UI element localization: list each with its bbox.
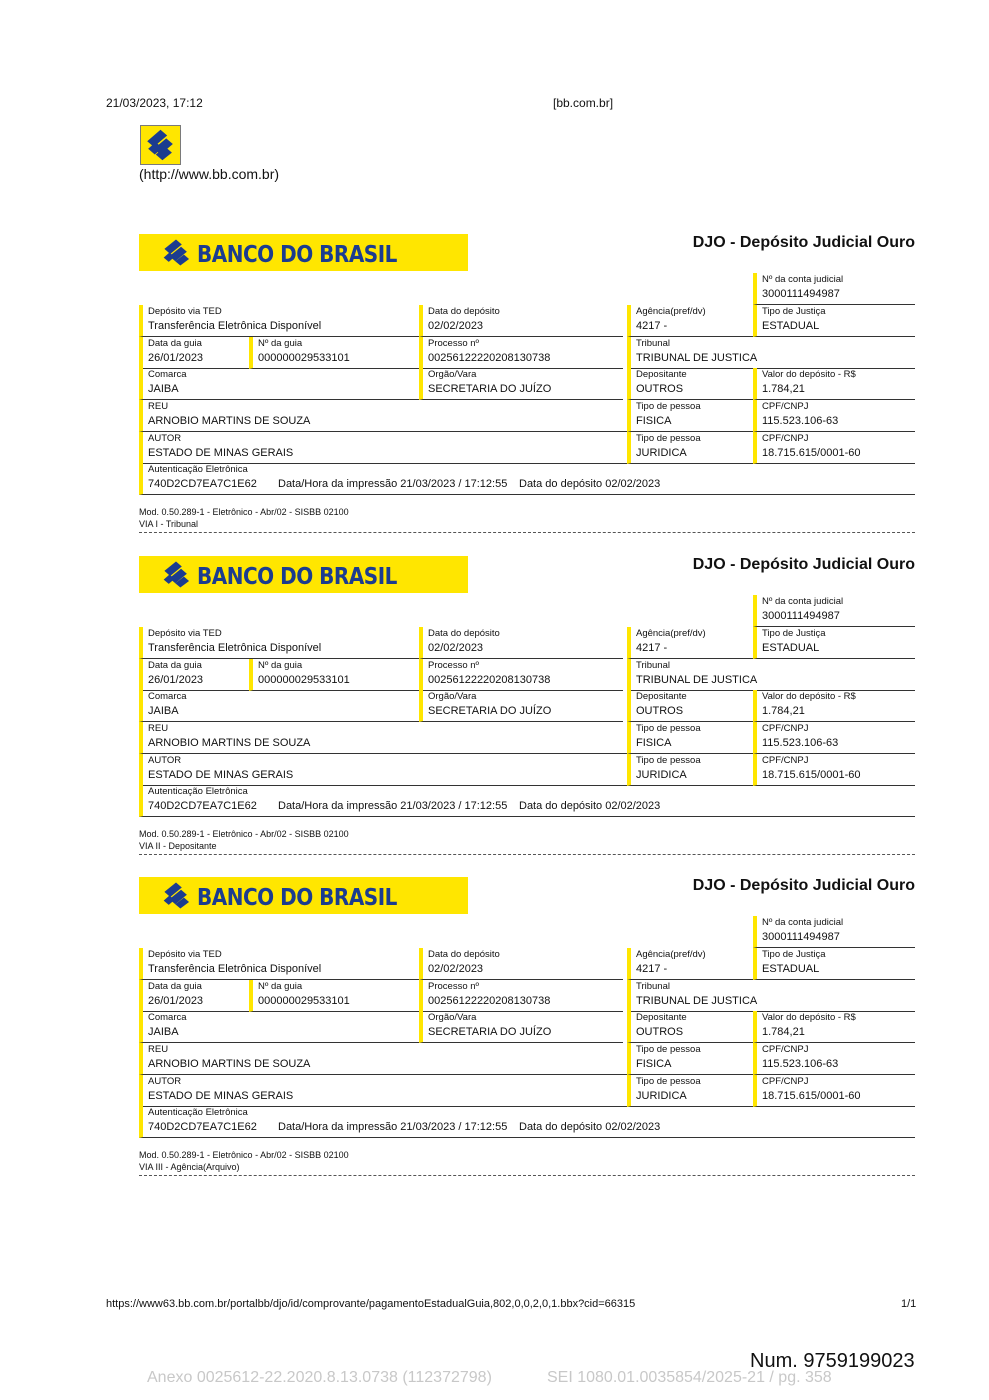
field-value: ESTADUAL: [762, 963, 820, 975]
auth-print-datetime: Data/Hora da impressão 21/03/2023 / 17:12:55: [278, 800, 508, 812]
field-label: Tipo de pessoa: [636, 1044, 701, 1055]
field-processo: [419, 337, 623, 369]
auth-code: 740D2CD7EA7C1E62: [148, 478, 257, 490]
bb-symbol-icon: [161, 881, 191, 910]
field-data-deposito: [419, 948, 623, 980]
mod-line: Mod. 0.50.289-1 - Eletrônico - Abr/02 - SISBB 02100: [139, 829, 349, 839]
field-label: Valor do depósito - R$: [762, 369, 856, 380]
field-agencia: [627, 627, 753, 659]
sei-watermark: SEI 1080.01.0035854/2025-21 / pg. 358: [547, 1369, 832, 1386]
anexo-watermark: Anexo 0025612-22.2020.8.13.0738 (112372798): [147, 1369, 492, 1386]
field-data-guia: [139, 337, 249, 369]
field-label: Data do depósito: [428, 628, 500, 639]
field-label: Tipo de Justiça: [762, 949, 826, 960]
field-autor: [139, 1075, 627, 1107]
brand-name: BANCO DO BRASIL: [197, 562, 397, 590]
mod-info: [139, 1149, 349, 1173]
field-label: REU: [148, 723, 169, 734]
field-value: 3000111494987: [762, 931, 840, 943]
cut-line: [139, 1175, 915, 1176]
auth-deposit-date: Data do depósito 02/02/2023: [519, 800, 661, 812]
document-title: DJO - Depósito Judicial Ouro: [692, 556, 915, 573]
field-label: Nº da guia: [258, 981, 303, 992]
field-valor-deposito: [753, 1011, 915, 1043]
field-reu-tipo-pessoa: [627, 400, 753, 432]
field-value: FISICA: [636, 1058, 672, 1070]
field-value: OUTROS: [636, 1026, 684, 1038]
field-label: Autenticação Eletrônica: [148, 1107, 248, 1118]
field-value: SECRETARIA DO JUÍZO: [428, 1026, 552, 1038]
field-value: JAIBA: [148, 383, 179, 395]
field-label: Tipo de Justiça: [762, 628, 826, 639]
auth-print-datetime: Data/Hora da impressão 21/03/2023 / 17:12:55: [278, 1121, 508, 1133]
field-autor-tipo-pessoa: [627, 754, 753, 786]
field-label: AUTOR: [148, 433, 182, 444]
field-label: Data da guia: [148, 981, 202, 992]
field-label: Autenticação Eletrônica: [148, 464, 248, 475]
field-value: TRIBUNAL DE JUSTICA: [636, 674, 758, 686]
field-label: CPF/CNPJ: [762, 723, 809, 734]
field-value: 02/02/2023: [428, 963, 484, 975]
field-label: Orgão/Vara: [428, 369, 477, 380]
field-label: CPF/CNPJ: [762, 1076, 809, 1087]
field-label: CPF/CNPJ: [762, 433, 809, 444]
auth-code: 740D2CD7EA7C1E62: [148, 800, 257, 812]
field-value: JURIDICA: [636, 447, 687, 459]
field-value: JAIBA: [148, 705, 179, 717]
field-value: 26/01/2023: [148, 995, 204, 1007]
field-reu-cpf: [753, 722, 915, 754]
field-orgao-vara: [419, 690, 623, 722]
print-site: [bb.com.br]: [553, 96, 614, 110]
field-comarca: [139, 1011, 419, 1043]
field-label: Orgão/Vara: [428, 1012, 477, 1023]
field-value: OUTROS: [636, 705, 684, 717]
field-value: TRIBUNAL DE JUSTICA: [636, 352, 758, 364]
field-value: 1.784,21: [762, 383, 805, 395]
field-autor: [139, 432, 627, 464]
field-data-guia: [139, 659, 249, 691]
field-value: ARNOBIO MARTINS DE SOUZA: [148, 415, 311, 427]
field-label: Agência(pref/dv): [636, 306, 706, 317]
field-label: Comarca: [148, 369, 187, 380]
field-label: Orgão/Vara: [428, 691, 477, 702]
field-num-guia: [249, 659, 419, 691]
field-value: 26/01/2023: [148, 674, 204, 686]
field-label: Nº da guia: [258, 660, 303, 671]
field-agencia: [627, 948, 753, 980]
field-depositante: [627, 1011, 753, 1043]
bb-symbol-icon: [161, 560, 191, 589]
field-label: Tribunal: [636, 660, 670, 671]
field-value: FISICA: [636, 415, 672, 427]
field-value: 000000029533101: [258, 352, 350, 364]
field-reu-cpf: [753, 1043, 915, 1075]
field-label: Autenticação Eletrônica: [148, 786, 248, 797]
field-reu: [139, 722, 627, 754]
field-data-deposito: [419, 305, 623, 337]
bb-banner: [139, 234, 468, 271]
field-value: 4217 -: [636, 320, 668, 332]
field-deposito-via: [139, 948, 419, 980]
via-block-depositante: [139, 556, 915, 856]
field-tipo-justica: [753, 305, 915, 337]
field-label: Agência(pref/dv): [636, 628, 706, 639]
field-autor-cnpj: [753, 432, 915, 464]
document-title: DJO - Depósito Judicial Ouro: [692, 234, 915, 251]
field-value: 18.715.615/0001-60: [762, 769, 861, 781]
field-reu: [139, 400, 627, 432]
auth-code: 740D2CD7EA7C1E62: [148, 1121, 257, 1133]
field-value: 00256122220208130738: [428, 352, 551, 364]
field-label: Depositante: [636, 691, 687, 702]
field-value: JAIBA: [148, 1026, 179, 1038]
field-reu-tipo-pessoa: [627, 1043, 753, 1075]
field-label: Comarca: [148, 691, 187, 702]
field-value: ARNOBIO MARTINS DE SOUZA: [148, 737, 311, 749]
field-label: CPF/CNPJ: [762, 755, 809, 766]
field-label: CPF/CNPJ: [762, 401, 809, 412]
field-data-guia: [139, 980, 249, 1012]
field-value: SECRETARIA DO JUÍZO: [428, 705, 552, 717]
auth-deposit-date: Data do depósito 02/02/2023: [519, 1121, 661, 1133]
field-value: TRIBUNAL DE JUSTICA: [636, 995, 758, 1007]
bb-symbol-icon: [161, 238, 191, 267]
footer-url[interactable]: https://www63.bb.com.br/portalbb/djo/id/comprovante/pagamentoEstadualGuia,802,0,0,2,0,1.bbx?cid=66315: [106, 1298, 636, 1310]
brand-name: BANCO DO BRASIL: [197, 240, 397, 268]
field-valor-deposito: [753, 368, 915, 400]
field-autor-cnpj: [753, 754, 915, 786]
field-label: Tribunal: [636, 338, 670, 349]
field-value: 3000111494987: [762, 288, 840, 300]
field-processo: [419, 980, 623, 1012]
field-autenticacao: [139, 463, 915, 495]
field-depositante: [627, 368, 753, 400]
mod-info: [139, 506, 349, 530]
field-label: Data do depósito: [428, 306, 500, 317]
field-label: Processo nº: [428, 660, 479, 671]
field-tipo-justica: [753, 948, 915, 980]
footer-page-number: 1/1: [901, 1298, 917, 1310]
field-value: 18.715.615/0001-60: [762, 447, 861, 459]
field-value: ESTADO DE MINAS GERAIS: [148, 1090, 294, 1102]
field-label: Tipo de Justiça: [762, 306, 826, 317]
field-label: Nº da conta judicial: [762, 917, 844, 928]
field-num-guia: [249, 980, 419, 1012]
field-label: Tipo de pessoa: [636, 755, 701, 766]
field-value: 00256122220208130738: [428, 674, 551, 686]
field-value: Transferência Eletrônica Disponível: [148, 963, 322, 975]
via-label: VIA II - Depositante: [139, 841, 217, 851]
field-value: SECRETARIA DO JUÍZO: [428, 383, 552, 395]
field-label: Tipo de pessoa: [636, 723, 701, 734]
field-value: ESTADO DE MINAS GERAIS: [148, 447, 294, 459]
field-orgao-vara: [419, 1011, 623, 1043]
brand-name: BANCO DO BRASIL: [197, 883, 397, 911]
field-autor-tipo-pessoa: [627, 1075, 753, 1107]
field-label: Depósito via TED: [148, 306, 222, 317]
field-value: 000000029533101: [258, 995, 350, 1007]
field-value: OUTROS: [636, 383, 684, 395]
via-label: VIA I - Tribunal: [139, 519, 199, 529]
field-autenticacao: [139, 1106, 915, 1138]
field-label: Nº da conta judicial: [762, 596, 844, 607]
field-label: Depositante: [636, 1012, 687, 1023]
field-label: Data da guia: [148, 338, 202, 349]
document-title: DJO - Depósito Judicial Ouro: [692, 877, 915, 894]
bb-banner: [139, 556, 468, 593]
mod-line: Mod. 0.50.289-1 - Eletrônico - Abr/02 - SISBB 02100: [139, 507, 349, 517]
field-label: Depositante: [636, 369, 687, 380]
field-value: 115.523.106-63: [762, 737, 839, 749]
field-label: Tipo de pessoa: [636, 433, 701, 444]
field-data-deposito: [419, 627, 623, 659]
field-label: Agência(pref/dv): [636, 949, 706, 960]
cut-line: [139, 532, 915, 533]
field-label: Depósito via TED: [148, 949, 222, 960]
field-label: Processo nº: [428, 338, 479, 349]
field-conta-judicial: [753, 273, 915, 305]
field-label: REU: [148, 401, 169, 412]
field-value: 4217 -: [636, 963, 668, 975]
field-value: 000000029533101: [258, 674, 350, 686]
cut-line: [139, 854, 915, 855]
field-value: JURIDICA: [636, 769, 687, 781]
field-agencia: [627, 305, 753, 337]
field-label: Valor do depósito - R$: [762, 1012, 856, 1023]
field-tribunal: [627, 659, 915, 691]
field-value: 02/02/2023: [428, 642, 484, 654]
print-datetime: 21/03/2023, 17:12: [106, 96, 203, 110]
auth-print-datetime: Data/Hora da impressão 21/03/2023 / 17:12:55: [278, 478, 508, 490]
auth-deposit-date: Data do depósito 02/02/2023: [519, 478, 661, 490]
field-autenticacao: [139, 785, 915, 817]
field-label: Nº da conta judicial: [762, 274, 844, 285]
field-value: Transferência Eletrônica Disponível: [148, 642, 322, 654]
field-value: 3000111494987: [762, 610, 840, 622]
field-valor-deposito: [753, 690, 915, 722]
field-value: ESTADUAL: [762, 642, 820, 654]
via-block-tribunal: [139, 234, 915, 534]
field-tribunal: [627, 337, 915, 369]
field-processo: [419, 659, 623, 691]
field-value: 1.784,21: [762, 705, 805, 717]
field-value: ESTADO DE MINAS GERAIS: [148, 769, 294, 781]
field-value: JURIDICA: [636, 1090, 687, 1102]
field-label: Data da guia: [148, 660, 202, 671]
via-block-agencia: [139, 877, 915, 1177]
field-label: Processo nº: [428, 981, 479, 992]
field-value: 00256122220208130738: [428, 995, 551, 1007]
field-conta-judicial: [753, 916, 915, 948]
mod-info: [139, 828, 349, 852]
field-tribunal: [627, 980, 915, 1012]
field-label: REU: [148, 1044, 169, 1055]
field-value: 1.784,21: [762, 1026, 805, 1038]
field-value: 02/02/2023: [428, 320, 484, 332]
field-label: Tipo de pessoa: [636, 1076, 701, 1087]
field-autor-tipo-pessoa: [627, 432, 753, 464]
field-tipo-justica: [753, 627, 915, 659]
field-label: Tipo de pessoa: [636, 401, 701, 412]
bb-banner: [139, 877, 468, 914]
field-autor-cnpj: [753, 1075, 915, 1107]
field-label: Depósito via TED: [148, 628, 222, 639]
field-deposito-via: [139, 627, 419, 659]
field-label: Tribunal: [636, 981, 670, 992]
field-orgao-vara: [419, 368, 623, 400]
field-value: ARNOBIO MARTINS DE SOUZA: [148, 1058, 311, 1070]
bb-logo-icon[interactable]: [140, 125, 181, 165]
field-value: Transferência Eletrônica Disponível: [148, 320, 322, 332]
field-label: Comarca: [148, 1012, 187, 1023]
field-value: 26/01/2023: [148, 352, 204, 364]
field-value: 4217 -: [636, 642, 668, 654]
field-value: ESTADUAL: [762, 320, 820, 332]
field-label: CPF/CNPJ: [762, 1044, 809, 1055]
field-label: Valor do depósito - R$: [762, 691, 856, 702]
field-autor: [139, 754, 627, 786]
document-number: Num. 9759199023: [750, 1350, 915, 1372]
field-label: AUTOR: [148, 755, 182, 766]
field-comarca: [139, 690, 419, 722]
field-reu-cpf: [753, 400, 915, 432]
field-num-guia: [249, 337, 419, 369]
field-depositante: [627, 690, 753, 722]
field-label: Data do depósito: [428, 949, 500, 960]
field-reu-tipo-pessoa: [627, 722, 753, 754]
logo-link[interactable]: (http://www.bb.com.br): [139, 166, 280, 182]
field-label: Nº da guia: [258, 338, 303, 349]
field-value: 115.523.106-63: [762, 1058, 839, 1070]
via-label: VIA III - Agência(Arquivo): [139, 1162, 240, 1172]
field-reu: [139, 1043, 627, 1075]
field-comarca: [139, 368, 419, 400]
field-value: FISICA: [636, 737, 672, 749]
mod-line: Mod. 0.50.289-1 - Eletrônico - Abr/02 - SISBB 02100: [139, 1150, 349, 1160]
field-value: 18.715.615/0001-60: [762, 1090, 861, 1102]
field-value: 115.523.106-63: [762, 415, 839, 427]
field-label: AUTOR: [148, 1076, 182, 1087]
field-deposito-via: [139, 305, 419, 337]
field-conta-judicial: [753, 595, 915, 627]
